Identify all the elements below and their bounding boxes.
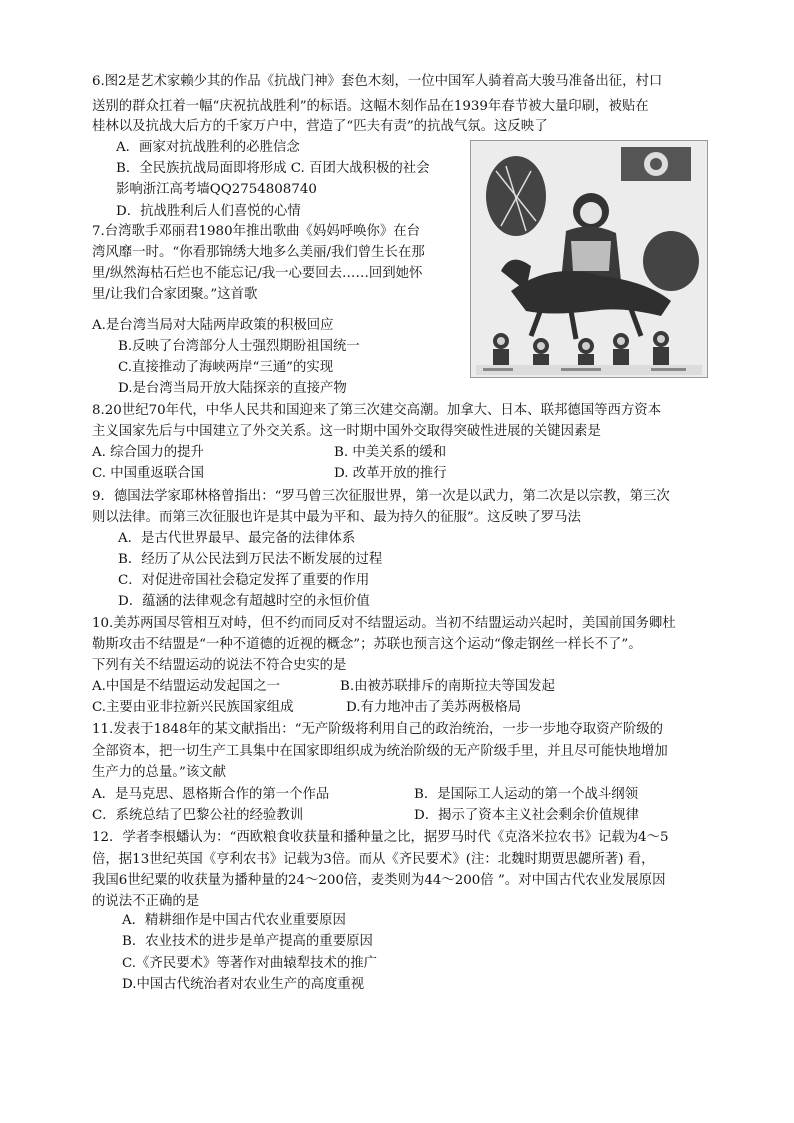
- q8-option-d: D. 改革开放的推行: [334, 466, 447, 481]
- q8-option-a: A. 综合国力的提升: [92, 445, 204, 460]
- q11-option-a: A．是马克思、恩格斯合作的第一个作品: [92, 787, 330, 802]
- q7-stem-line-3: 里/纵然海枯石烂也不能忘记/我一心要回去……回到她怀: [92, 266, 423, 281]
- q7-option-b: B.反映了台湾部分人士强烈期盼祖国统一: [118, 339, 360, 354]
- q9-option-a: A．是古代世界最早、最完备的法律体系: [118, 531, 356, 546]
- q11-stem-line-1: 11.发表于1848年的某文献指出：“无产阶级将利用自己的政治统治，一步一步地夺取资产阶级的: [92, 722, 664, 737]
- q11-stem-line-3: 生产力的总量。”该文献: [92, 765, 227, 780]
- q11-option-c: C．系统总结了巴黎公社的经验教训: [92, 808, 304, 823]
- q8-stem-line-1: 8.20世纪70年代，中华人民共和国迎来了第三次建交高潮。加拿大、日本、联邦德国等西方资本: [92, 403, 662, 418]
- woodcut-illustration: [470, 140, 708, 378]
- q11-stem-line-2: 全部资本，把一切生产工具集中在国家即组织成为统治阶级的无产阶级手里，并且尽可能快地增加: [92, 744, 668, 759]
- q8-option-c: C. 中国重返联合国: [92, 466, 205, 481]
- q10-option-b: B.由被苏联排斥的南斯拉夫等国发起: [340, 679, 555, 694]
- q6-stem-line-3: 桂林以及抗战大后方的千家万户中，营造了“匹夫有责”的抗战气氛。这反映了: [92, 119, 548, 134]
- woodcut-drawing: [471, 141, 707, 377]
- q10-option-c: C.主要由亚非拉新兴民族国家组成: [92, 700, 294, 715]
- q10-option-a: A.中国是不结盟运动发起国之一: [92, 679, 281, 694]
- q11-option-b: B．是国际工人运动的第一个战斗纲领: [414, 787, 639, 802]
- q12-option-d: D.中国古代统治者对农业生产的高度重视: [122, 977, 365, 992]
- q12-option-c: C.《齐民要术》等著作对曲辕犁技术的推广: [122, 956, 378, 971]
- q12-option-b: B．农业技术的进步是单产提高的重要原因: [122, 934, 373, 949]
- q9-option-d: D．蕴涵的法律观念有超越时空的永恒价值: [118, 594, 370, 609]
- q9-stem-line-1: 9．德国法学家耶林格曾指出：“罗马曾三次征服世界，第一次是以武力，第二次是以宗教，第三次: [92, 489, 670, 504]
- q12-stem-line-2: 倍，据13世纪英国《亨利农书》记载为3倍。而从《齐民要术》(注：北魏时期贾思勰所著) 看，: [92, 852, 655, 867]
- q7-option-a: A.是台湾当局对大陆两岸政策的积极回应: [92, 318, 334, 333]
- q9-option-b: B．经历了从公民法到万民法不断发展的过程: [118, 552, 383, 567]
- q12-stem-line-3: 我国6世纪粟的收获量为播种量的24～200倍，麦类则为44～200倍 ”。对中国古代农业发展原因: [92, 873, 666, 888]
- q12-option-a: A．精耕细作是中国古代农业重要原因: [122, 913, 346, 928]
- q10-option-d: D.有力地冲击了美苏两极格局: [346, 700, 522, 715]
- q10-stem-line-2: 勒斯攻击不结盟是“一种不道德的近视的概念”；苏联也预言这个运动“像走钢丝一样长不了”。: [92, 637, 642, 652]
- q7-stem-line-2: 湾风靡一时。“你看那锦绣大地多么美丽/我们曾生长在那: [92, 245, 425, 260]
- q8-stem-line-2: 主义国家先后与中国建立了外交关系。这一时期中国外交取得突破性进展的关键因素是: [92, 424, 601, 439]
- q11-option-d: D．揭示了资本主义社会剩余价值规律: [414, 808, 639, 823]
- q7-stem-line-1: 7.台湾歌手邓丽君1980年推出歌曲《妈妈呼唤你》在台: [92, 224, 421, 239]
- q12-stem-line-1: 12．学者李根蟠认为：“西欧粮食收获量和播种量之比，据罗马时代《克洛米拉农书》记载为4～5: [92, 830, 669, 845]
- q6-stem-line-2: 送别的群众扛着一幅“庆祝抗战胜利”的标语。这幅木刻作品在1939年春节被大量印刷，被贴在: [92, 99, 649, 114]
- q12-stem-line-4: 的说法不正确的是: [92, 894, 200, 909]
- q6-option-b-c: B．全民族抗战局面即将形成 C. 百团大战积极的社会: [116, 161, 430, 176]
- q6-option-c-cont: 影响浙江高考墙QQ2754808740: [116, 182, 317, 197]
- q9-stem-line-2: 则以法律。而第三次征服也许是其中最为平和、最为持久的征服”。这反映了罗马法: [92, 510, 581, 525]
- q7-option-d: D.是台湾当局开放大陆探亲的直接产物: [118, 381, 347, 396]
- q6-option-d: D．抗战胜利后人们喜悦的心情: [116, 204, 301, 219]
- q10-stem-line-3: 下列有关不结盟运动的说法不符合史实的是: [92, 658, 347, 673]
- q6-option-a: A．画家对抗战胜利的必胜信念: [116, 140, 300, 155]
- q7-stem-line-4: 里/让我们合家团聚。”这首歌: [92, 287, 258, 302]
- q7-option-c: C.直接推动了海峡两岸“三通”的实现: [118, 360, 334, 375]
- q9-option-c: C．对促进帝国社会稳定发挥了重要的作用: [118, 573, 370, 588]
- q6-stem-line-1: 6.图2是艺术家赖少其的作品《抗战门神》套色木刻，一位中国军人骑着高大骏马准备出征，村口: [92, 74, 663, 89]
- q8-option-b: B. 中美关系的缓和: [334, 445, 447, 460]
- q10-stem-line-1: 10.美苏两国尽管相互对峙，但不约而同反对不结盟运动。当初不结盟运动兴起时，美国前国务卿杜: [92, 616, 676, 631]
